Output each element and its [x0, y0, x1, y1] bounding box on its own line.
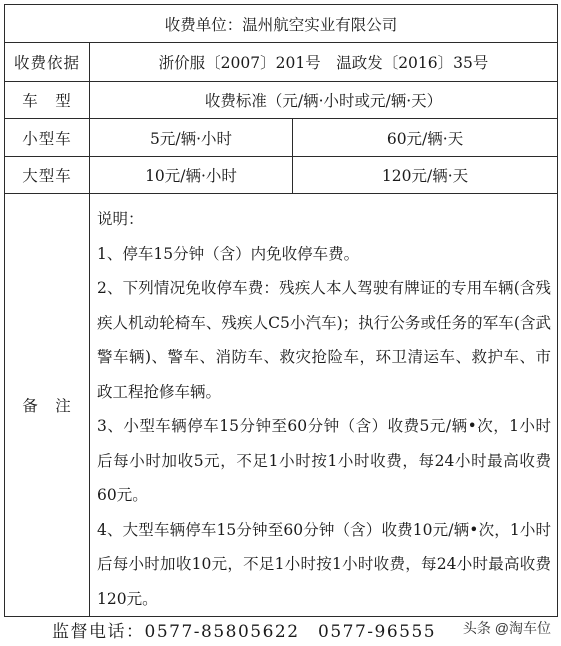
notes-heading: 说明：	[97, 210, 144, 228]
watermark-text: 头条 @淘车位	[462, 620, 551, 636]
notes-content	[90, 194, 558, 617]
vehicle-type-header: 车 型	[5, 82, 90, 119]
notes-label: 备 注	[5, 194, 90, 617]
parking-fee-table	[4, 4, 558, 617]
small-vehicle-hourly-rate: 5元/辆·小时	[90, 119, 293, 157]
basis-label: 收费依据	[5, 43, 90, 82]
small-vehicle-label: 小型车	[5, 119, 90, 157]
basis-value: 浙价服〔2007〕201号 温政发〔2016〕35号	[90, 43, 558, 82]
small-vehicle-daily-rate: 60元/辆·天	[293, 119, 558, 157]
note-item-2: 2、下列情况免收停车费：残疾人本人驾驶有牌证的专用车辆(含残疾人机动轮椅车、残疾人C5小汽车)；执行公务或任务的军车(含武警车辆)、警车、消防车、救灾抢险车，环卫清运车、救护车、市政工程抢修车辆。	[97, 279, 552, 401]
note-item-4: 4、大型车辆停车15分钟至60分钟（含）收费10元/辆•次，1小时后每小时加收10元，不足1小时按1小时收费，每24小时最高收费120元。	[97, 520, 552, 608]
note-item-3: 3、小型车辆停车15分钟至60分钟（含）收费5元/辆•次，1小时后每小时加收5元，不足1小时按1小时收费，每24小时最高收费60元。	[97, 417, 552, 504]
fee-unit-title: 收费单位：温州航空实业有限公司	[5, 5, 558, 43]
fee-standard-header: 收费标准（元/辆·小时或元/辆·天）	[90, 82, 558, 119]
supervision-phone: 监督电话：0577-85805622 0577-96555	[52, 622, 437, 642]
note-item-1: 1、停车15分钟（含）内免收停车费。	[97, 244, 360, 263]
large-vehicle-label: 大型车	[5, 157, 90, 194]
large-vehicle-hourly-rate: 10元/辆·小时	[90, 157, 293, 194]
large-vehicle-daily-rate: 120元/辆·天	[293, 157, 558, 194]
